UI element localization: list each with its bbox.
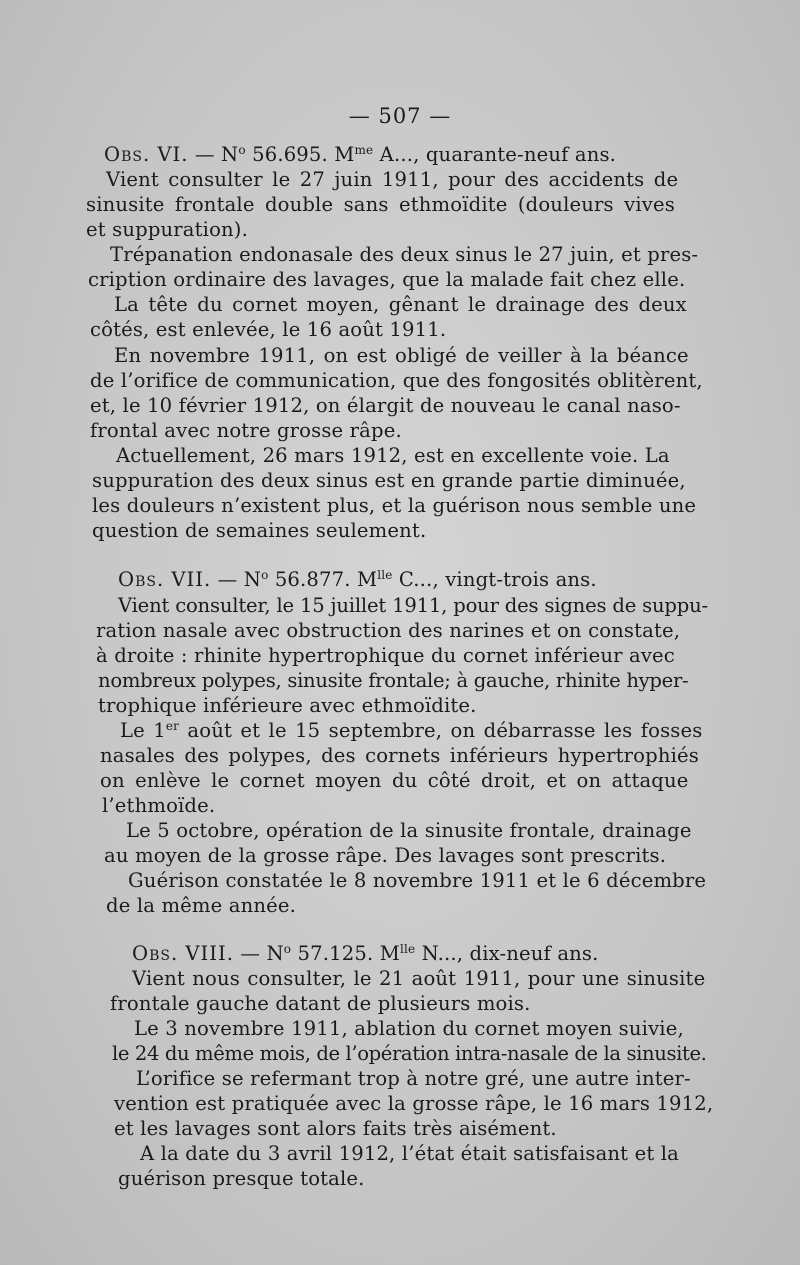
obs-6-line-9: de l’orifice de communication, que des fongosités oblitèrent, [90,369,703,392]
obs-6-line-3: et suppuration). [86,218,248,241]
obs-7-line-10: Le 5 octobre, opération de la sinusite frontale, drainage [126,819,692,842]
obs-7-line-12: Guérison constatée le 8 novembre 1911 et le 6 décembre [128,869,707,892]
page-number: — 507 — [348,104,452,128]
obs-6-line-14: les douleurs n’existent plus, et la guérison nous semble une [92,494,697,517]
obs-6-heading: Obs. VI. — $N^o$ 56.695. $M^{me}$ A..., quarante-neuf ans. [104,143,617,166]
obs-6-line-7: côtés, est enlevée, le 16 août 1911. [90,318,447,341]
obs-7-line-4: nombreux polypes, sinusite frontale; à gauche, rhinite hyper- [98,669,689,692]
obs-6-line-10: et, le 10 février 1912, on élargit de nouveau le canal naso- [90,394,681,417]
obs-7-line-7: nasales des polypes, des cornets inférieurs hypertrophiés [100,744,699,767]
obs-8-line-1: Vient nous consulter, le 21 août 1911, pour une sinusite [132,967,706,990]
obs-6-line-15: question de semaines seulement. [92,519,427,542]
obs-6-line-6: La tête du cornet moyen, gênant le drainage des deux [114,293,687,316]
obs-6-line-11: frontal avec notre grosse râpe. [90,419,402,442]
obs-6-line-12: Actuellement, 26 mars 1912, est en excellente voie. La [116,444,670,467]
obs-8-line-3: Le 3 novembre 1911, ablation du cornet moyen suivie, [134,1017,684,1040]
obs-7-line-6: Le 1er août et le 15 septembre, on débarrasse les fosses [120,719,703,742]
obs-6-label: Obs. VI. [104,143,189,166]
obs-8-line-4: le 24 du même mois, de l’opération intra-nasale de la sinusite. [112,1042,707,1065]
obs-8-line-7: et les lavages sont alors faits très aisément. [114,1117,557,1140]
obs-7-line-13: de la même année. [106,894,297,917]
obs-7-line-3: à droite : rhinite hypertrophique du cornet inférieur avec [96,644,675,667]
obs-6-line-1: Vient consulter le 27 juin 1911, pour des accidents de [106,168,679,191]
obs-7-line-5: trophique inférieure avec ethmoïdite. [98,694,477,717]
obs-7-label: Obs. VII. [118,568,212,591]
obs-8-line-2: frontale gauche datant de plusieurs mois. [110,992,531,1015]
obs-6-line-8: En novembre 1911, on est obligé de veiller à la béance [114,344,689,367]
obs-6-line-2: sinusite frontale double sans ethmoïdite (douleurs vives [86,193,675,216]
obs-7-line-9: l’ethmoïde. [102,794,216,817]
obs-8-line-6: vention est pratiquée avec la grosse râpe, le 16 mars 1912, [114,1092,714,1115]
obs-7-line-1: Vient consulter, le 15 juillet 1911, pour des signes de suppu- [118,594,708,617]
obs-8-label: Obs. VIII. [132,942,234,965]
obs-7-line-11: au moyen de la grosse râpe. Des lavages sont prescrits. [104,844,667,867]
obs-8-line-8: A la date du 3 avril 1912, l’état était satisfaisant et la [140,1142,679,1165]
obs-6-line-4: Trépanation endonasale des deux sinus le 27 juin, et pres- [110,243,699,266]
obs-8-line-9: guérison presque totale. [118,1167,365,1190]
obs-8-line-5: L’orifice se refermant trop à notre gré, une autre inter- [136,1067,691,1090]
obs-6-line-5: cription ordinaire des lavages, que la malade fait chez elle. [88,268,686,291]
obs-7-line-8: on enlève le cornet moyen du côté droit, et on attaque [100,769,689,792]
obs-6-line-13: suppuration des deux sinus est en grande partie diminuée, [92,469,686,492]
obs-7-heading: Obs. VII. — $N^o$ 56.877. $M^{lle}$ C..., vingt-trois ans. [118,568,597,591]
obs-8-heading: Obs. VIII. — $N^o$ 57.125. $M^{lle}$ N..., dix-neuf ans. [132,942,599,965]
obs-7-line-2: ration nasale avec obstruction des narines et on constate, [96,619,681,642]
